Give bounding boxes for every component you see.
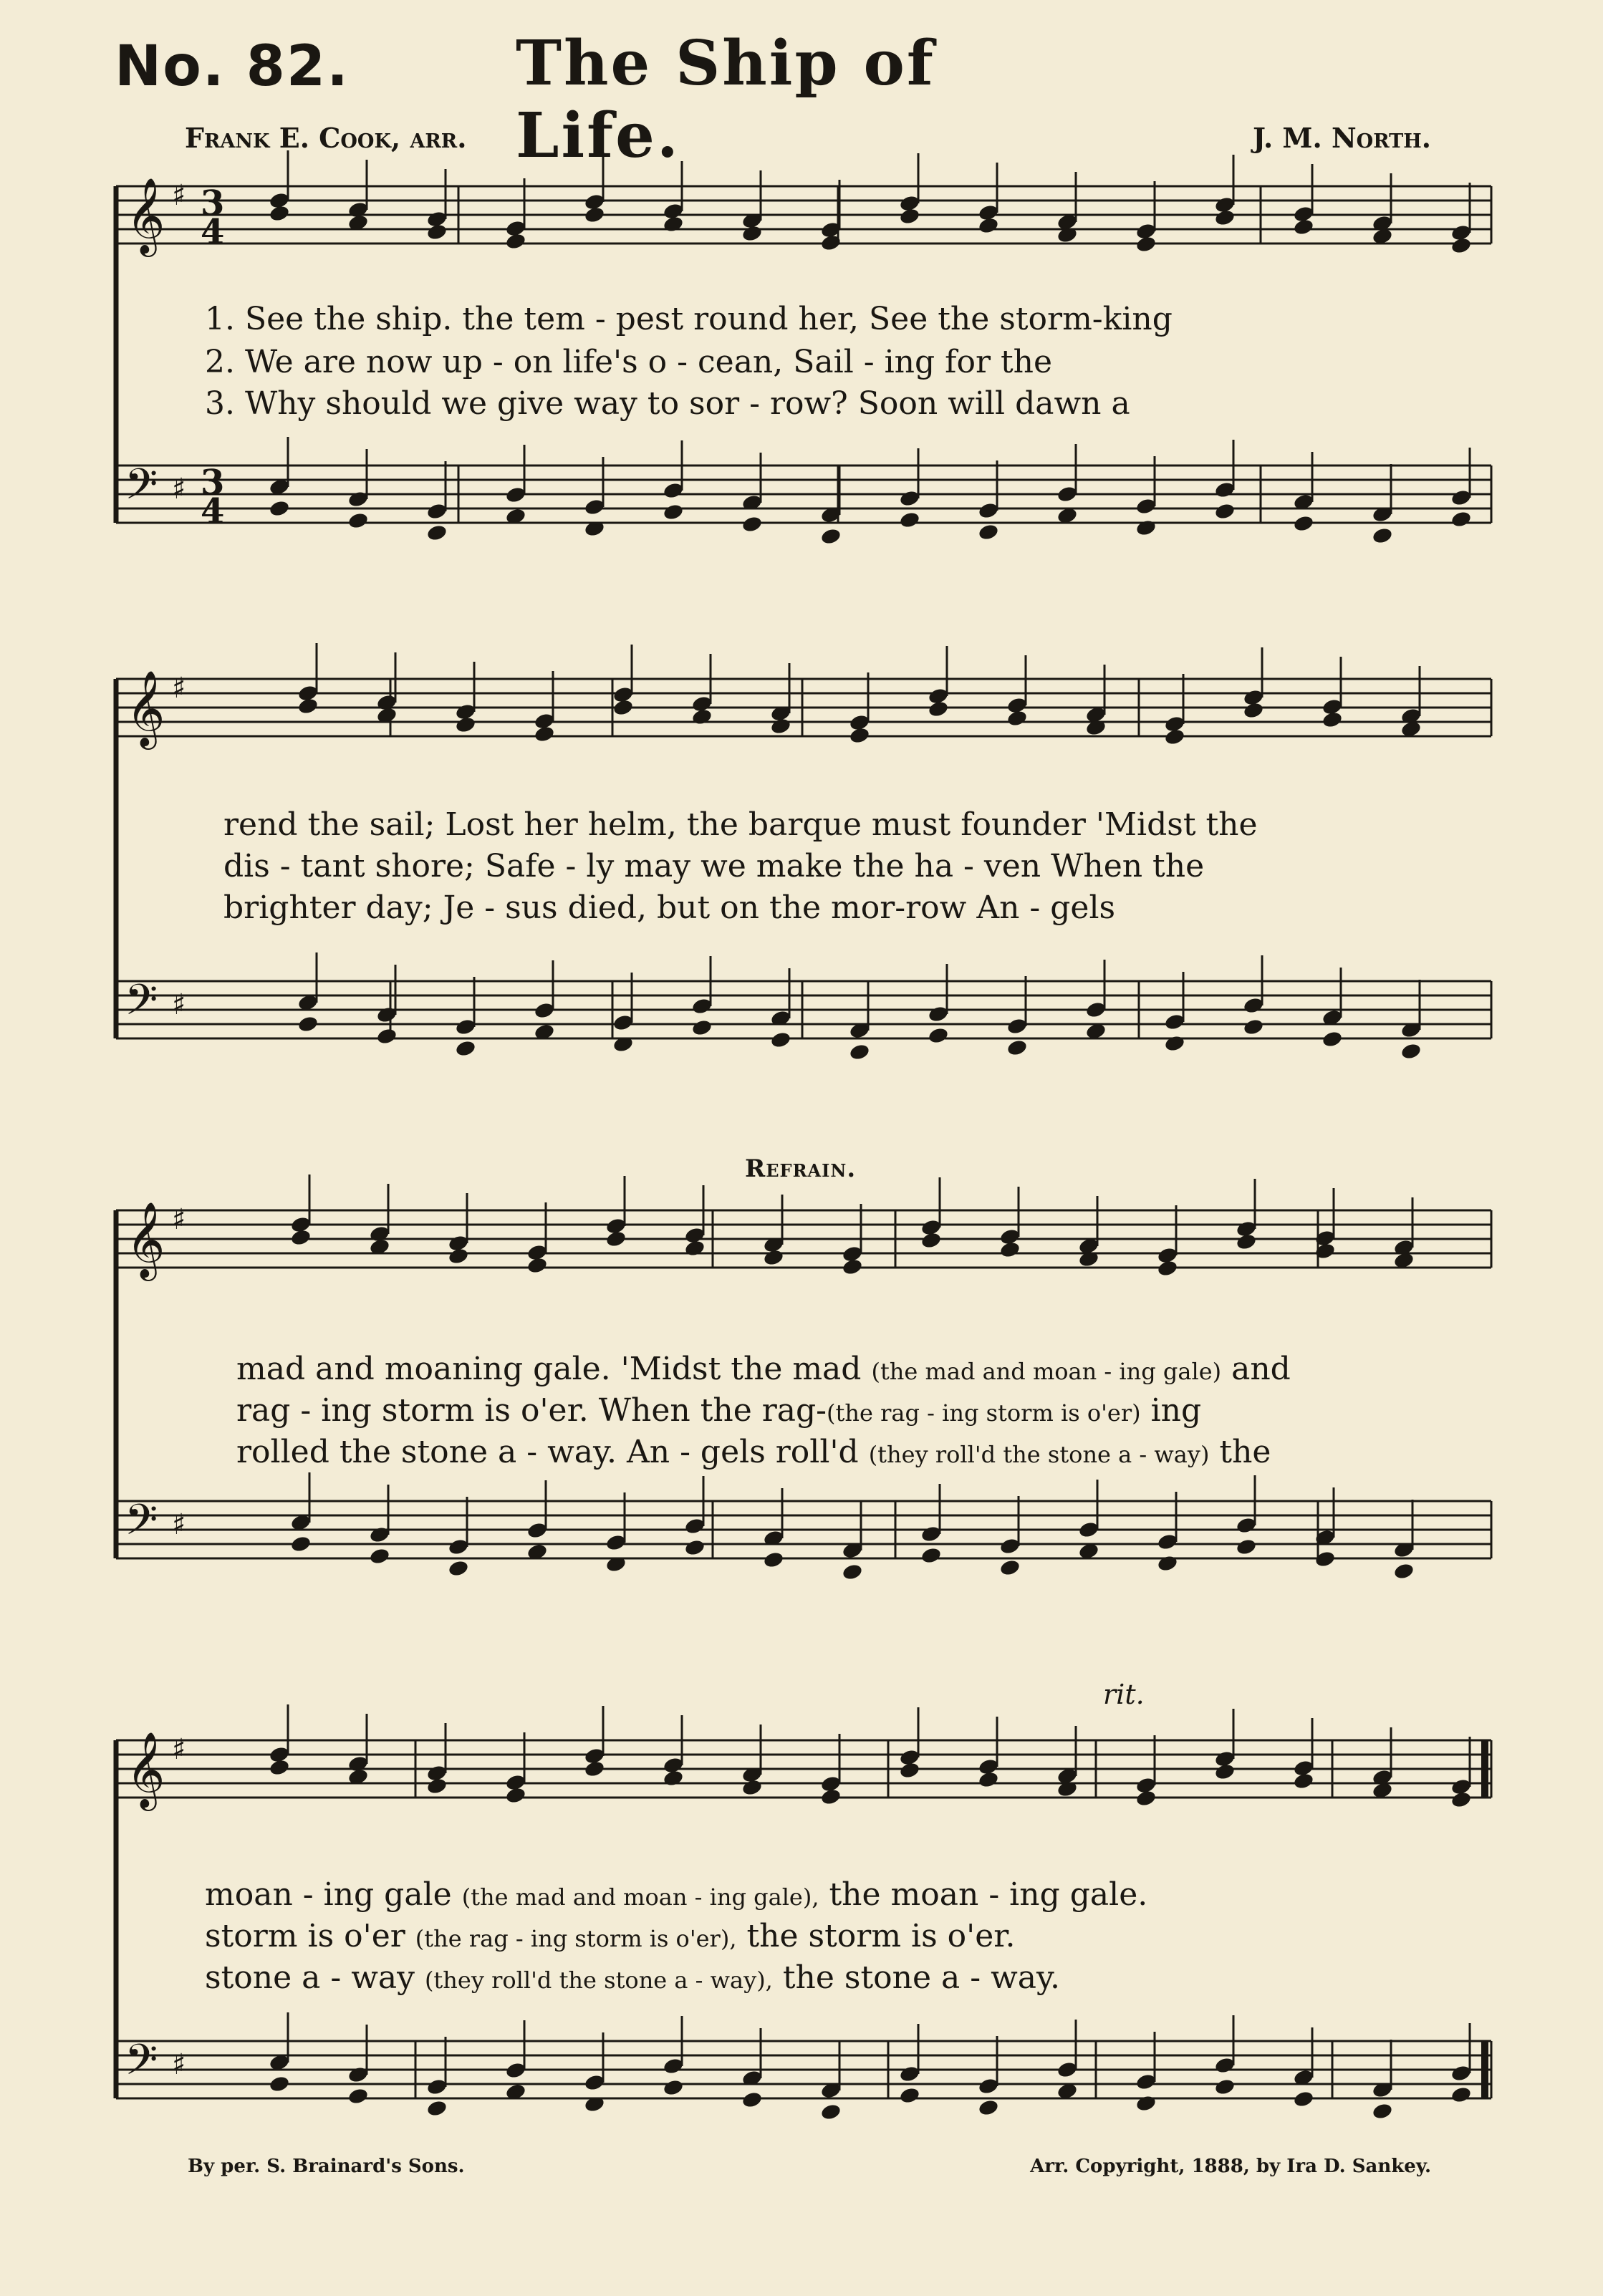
note-head: [290, 1228, 312, 1247]
time-sig-top: 3: [201, 183, 225, 223]
note-head: [763, 1248, 785, 1267]
bass-clef: 𝄢: [125, 459, 158, 519]
note-head: [1157, 1554, 1179, 1573]
note-head: [426, 1777, 448, 1795]
note-head: [448, 1559, 470, 1578]
note-head: [1135, 2094, 1157, 2113]
note-head: [584, 206, 606, 224]
note-head: [1135, 518, 1157, 537]
note-head: [663, 215, 685, 233]
sharp-sign: ♯: [172, 988, 186, 1021]
note-head: [369, 1547, 391, 1566]
bass-clef: 𝄢: [125, 1495, 158, 1555]
note-head: [842, 1258, 864, 1276]
time-sig-bottom: 4: [201, 491, 225, 531]
note-head: [741, 515, 764, 534]
bass-clef: 𝄢: [125, 2035, 158, 2095]
sharp-sign: ♯: [172, 2048, 186, 2081]
note-head: [269, 2075, 291, 2093]
note-head: [820, 1788, 842, 1806]
note-head: [920, 1546, 943, 1565]
note-head: [849, 726, 871, 745]
note-head: [763, 1550, 785, 1569]
note-head: [663, 1769, 685, 1788]
note-head: [999, 1240, 1021, 1259]
note-head: [1006, 709, 1029, 728]
note-head: [928, 700, 950, 718]
permission-footnote: By per. S. Brainard's Sons.: [188, 2156, 465, 2177]
treble-clef: 𝄞: [126, 1201, 165, 1278]
sharp-sign: ♯: [172, 1508, 186, 1541]
bass-clef: 𝄢: [125, 975, 158, 1035]
note-head: [1322, 1030, 1344, 1048]
note-head: [297, 697, 319, 715]
note-head: [978, 2098, 1000, 2117]
note-head: [1293, 514, 1315, 533]
note-head: [526, 1256, 549, 1275]
note-head: [1372, 2102, 1394, 2121]
lyric-line: rag - ing storm is o'er. When the rag-(the rag - ing storm is o'er) ing: [236, 1392, 1202, 1429]
hymn-number: No. 82.: [115, 34, 350, 99]
treble-clef: 𝄞: [126, 670, 165, 746]
note-head: [899, 207, 921, 226]
note-head: [1322, 710, 1344, 729]
treble-clef: 𝄞: [126, 177, 165, 254]
note-head: [770, 717, 792, 735]
lyric-line: storm is o'er (the rag - ing storm is o'er), the storm is o'er.: [205, 1918, 1016, 1954]
time-sig-top: 3: [201, 463, 225, 503]
note-head: [1236, 1233, 1258, 1251]
note-head: [842, 1563, 864, 1581]
note-head: [978, 1770, 1000, 1789]
note-head: [1135, 1789, 1157, 1808]
note-head: [376, 1027, 398, 1046]
note-head: [1293, 1772, 1315, 1790]
note-head: [1006, 1038, 1029, 1057]
note-head: [1393, 1562, 1415, 1581]
note-head: [269, 1758, 291, 1777]
lyric-line: rolled the stone a - way. An - gels roll'd (they roll'd the stone a - way) the: [236, 1434, 1271, 1470]
copyright-footnote: Arr. Copyright, 1888, by Ira D. Sankey.: [1030, 2156, 1431, 2177]
note-head: [290, 1535, 312, 1553]
note-head: [269, 204, 291, 223]
note-head: [1135, 235, 1157, 254]
sharp-sign: ♯: [172, 473, 186, 506]
note-head: [978, 523, 1000, 541]
note-head: [1293, 218, 1315, 236]
lyric-line: dis - tant shore; Safe - ly may we make the ha - ven When the: [223, 848, 1205, 884]
note-head: [1293, 2090, 1315, 2108]
note-head: [1164, 728, 1186, 746]
note-head: [899, 511, 921, 529]
note-head: [684, 1239, 706, 1258]
note-head: [899, 1761, 921, 1780]
final-bar: [1481, 2041, 1488, 2098]
note-head: [899, 2086, 921, 2105]
note-head: [1450, 236, 1473, 255]
note-head: [1236, 1538, 1258, 1556]
note-head: [1450, 510, 1473, 529]
note-head: [663, 2078, 685, 2097]
treble-clef: 𝄞: [126, 1731, 165, 1808]
note-head: [505, 232, 527, 251]
note-head: [605, 1230, 627, 1248]
note-head: [1450, 1790, 1473, 1809]
lyric-line: 2. We are now up - on life's o - cean, Sail - ing for the: [205, 344, 1053, 380]
note-head: [1400, 1042, 1423, 1061]
note-head: [1214, 2078, 1236, 2096]
note-head: [820, 2103, 842, 2121]
time-sig-bottom: 4: [201, 212, 225, 252]
lyric-line: 3. Why should we give way to sor - row? Soon will dawn a: [205, 385, 1130, 422]
note-head: [455, 1039, 477, 1058]
note-head: [1157, 1259, 1179, 1278]
note-head: [1214, 1762, 1236, 1781]
note-head: [928, 1026, 950, 1045]
sharp-sign: ♯: [172, 1733, 186, 1766]
lyric-line: mad and moaning gale. 'Midst the mad (the mad and moan - ing gale) and: [236, 1351, 1291, 1387]
sharp-sign: ♯: [172, 179, 186, 212]
note-head: [426, 223, 448, 241]
composer-credit: J. M. North.: [1252, 122, 1431, 154]
lyric-line: rend the sail; Lost her helm, the barque must founder 'Midst the: [223, 806, 1258, 843]
arranger-credit: Frank E. Cook, arr.: [185, 122, 467, 154]
note-head: [448, 1247, 470, 1265]
note-head: [1243, 701, 1265, 720]
note-head: [691, 708, 713, 726]
note-head: [1164, 1034, 1186, 1053]
note-head: [849, 1043, 871, 1061]
note-head: [612, 698, 635, 717]
lyric-line: moan - ing gale (the mad and moan - ing gale), the moan - ing gale.: [205, 1876, 1148, 1913]
hymn-title: The Ship of Life.: [516, 27, 935, 172]
note-head: [691, 1018, 713, 1037]
note-head: [684, 1538, 706, 1557]
note-head: [770, 1031, 792, 1049]
note-head: [505, 1786, 527, 1805]
note-head: [426, 2099, 448, 2118]
note-head: [920, 1231, 943, 1250]
lyric-line: 1. See the ship. the tem - pest round her, See the storm-king: [205, 301, 1173, 337]
note-head: [1214, 208, 1236, 227]
note-head: [584, 1760, 606, 1778]
note-head: [1372, 526, 1394, 545]
note-head: [269, 499, 291, 518]
note-head: [741, 2090, 764, 2109]
note-head: [820, 527, 842, 546]
note-head: [978, 216, 1000, 235]
note-head: [347, 2087, 370, 2106]
sharp-sign: ♯: [172, 672, 186, 705]
note-head: [534, 725, 556, 743]
note-head: [426, 524, 448, 542]
final-bar: [1481, 1740, 1488, 1798]
note-head: [1243, 1018, 1265, 1036]
note-head: [455, 715, 477, 734]
note-head: [741, 1778, 764, 1797]
note-head: [297, 1015, 319, 1033]
lyric-line: stone a - way (they roll'd the stone a - way), the stone a - way.: [205, 1959, 1060, 1996]
note-head: [663, 503, 685, 521]
sharp-sign: ♯: [172, 1203, 186, 1236]
lyric-line: brighter day; Je - sus died, but on the mor-row An - gels: [223, 889, 1116, 926]
tempo-marking: rit.: [1103, 1679, 1145, 1710]
note-head: [1214, 502, 1236, 521]
note-head: [999, 1558, 1021, 1577]
refrain-label: Refrain.: [745, 1154, 857, 1183]
note-head: [1450, 2085, 1473, 2104]
note-head: [741, 224, 764, 243]
note-head: [347, 511, 370, 530]
